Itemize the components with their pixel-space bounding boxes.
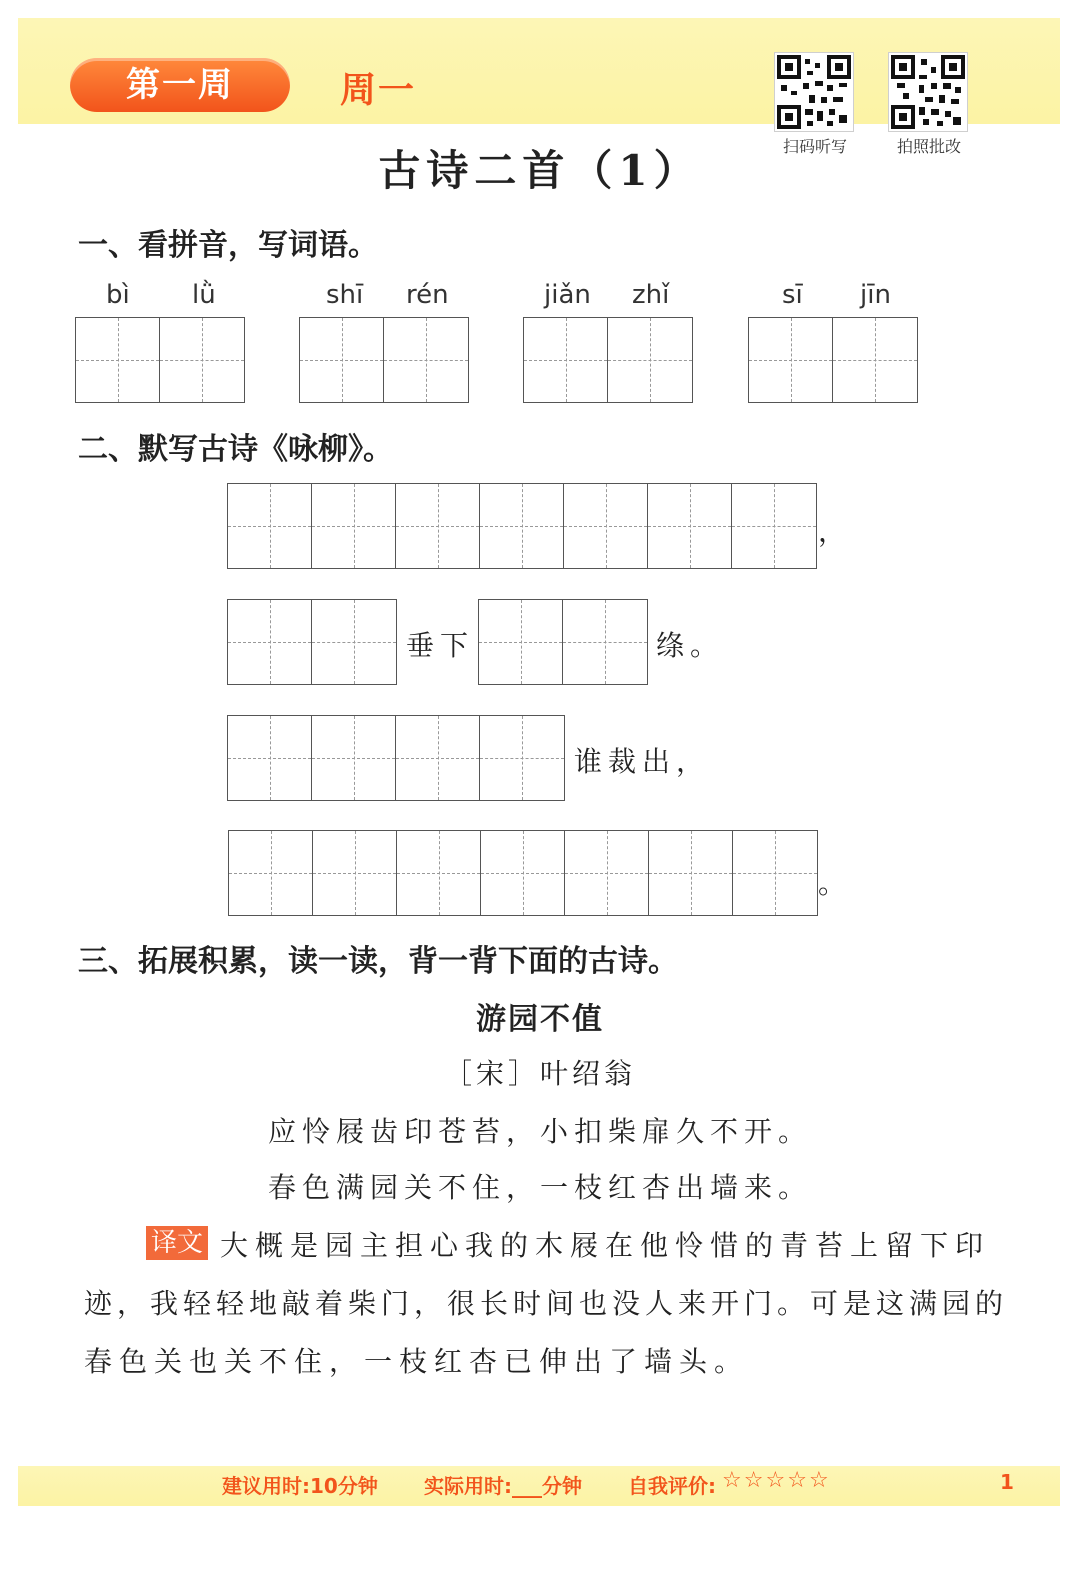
section3-heading: 三、拓展积累，读一读，背一背下面的古诗。 [78, 944, 678, 979]
pinyin: lǜ [192, 280, 216, 310]
qr-code-icon[interactable] [774, 52, 854, 132]
writing-grid[interactable] [299, 317, 469, 403]
self-rating-label: 自我评价: [628, 1474, 716, 1498]
page-title: 古诗二首（1） [378, 146, 702, 195]
qr-correct-label: 拍照批改 [888, 132, 970, 159]
writing-grid[interactable] [227, 599, 397, 685]
week-tab: 第一周 [70, 58, 290, 112]
day-label: 周一 [340, 70, 417, 111]
writing-grid[interactable] [478, 599, 648, 685]
actual-time: 实际用时:___分钟 [424, 1474, 582, 1498]
writing-grid[interactable] [227, 483, 817, 569]
poem-line: 应怜屐齿印苍苔，小扣柴扉久不开。 [267, 1115, 812, 1148]
qr-code-icon[interactable] [888, 52, 968, 132]
pinyin: jīn [860, 280, 891, 310]
star-icon[interactable]: ☆ [787, 1468, 807, 1493]
translation-line: 迹，我轻轻地敲着柴门，很长时间也没人来开门。可是这满园的 [84, 1287, 1009, 1320]
writing-grid[interactable] [748, 317, 918, 403]
punctuation: 。 [818, 867, 853, 900]
star-icon[interactable]: ☆ [765, 1468, 786, 1493]
qr-listen-label: 扫码听写 [774, 132, 856, 159]
writing-grid[interactable] [228, 830, 818, 916]
pinyin: shī [326, 280, 364, 310]
poem-fragment: 绦。 [656, 629, 725, 662]
star-icon[interactable]: ☆ [743, 1468, 764, 1493]
poem-fragment: 垂下 [406, 629, 475, 662]
pinyin: jiǎn [544, 280, 591, 310]
writing-grid[interactable] [523, 317, 693, 403]
star-icon[interactable]: ☆ [808, 1468, 829, 1493]
section2-heading: 二、默写古诗《咏柳》。 [78, 432, 393, 467]
pinyin: zhǐ [632, 280, 670, 310]
writing-grid[interactable] [227, 715, 565, 801]
poem-author: ［宋］叶绍翁 [443, 1057, 636, 1090]
poem-fragment: 谁裁出， [574, 745, 711, 778]
page-number: 1 [1000, 1470, 1014, 1494]
poem-line: 春色满园关不住，一枝红杏出墙来。 [267, 1171, 812, 1204]
pinyin: rén [406, 280, 449, 310]
section1-heading: 一、看拼音，写词语。 [78, 228, 378, 263]
punctuation: ， [818, 515, 853, 548]
star-icon[interactable]: ☆ [722, 1468, 742, 1493]
rating-stars[interactable] [722, 1468, 831, 1493]
poem-title: 游园不值 [476, 1002, 604, 1037]
writing-grid[interactable] [75, 317, 245, 403]
translation-badge: 译文 [146, 1226, 208, 1260]
translation-line: 大概是园主担心我的木屐在他怜惜的青苔上留下印 [220, 1229, 991, 1262]
suggested-time: 建议用时:10分钟 [222, 1474, 378, 1498]
pinyin: sī [782, 280, 803, 310]
pinyin: bì [106, 280, 130, 310]
translation-line: 春色关也关不住，一枝红杏已伸出了墙头。 [84, 1345, 750, 1378]
